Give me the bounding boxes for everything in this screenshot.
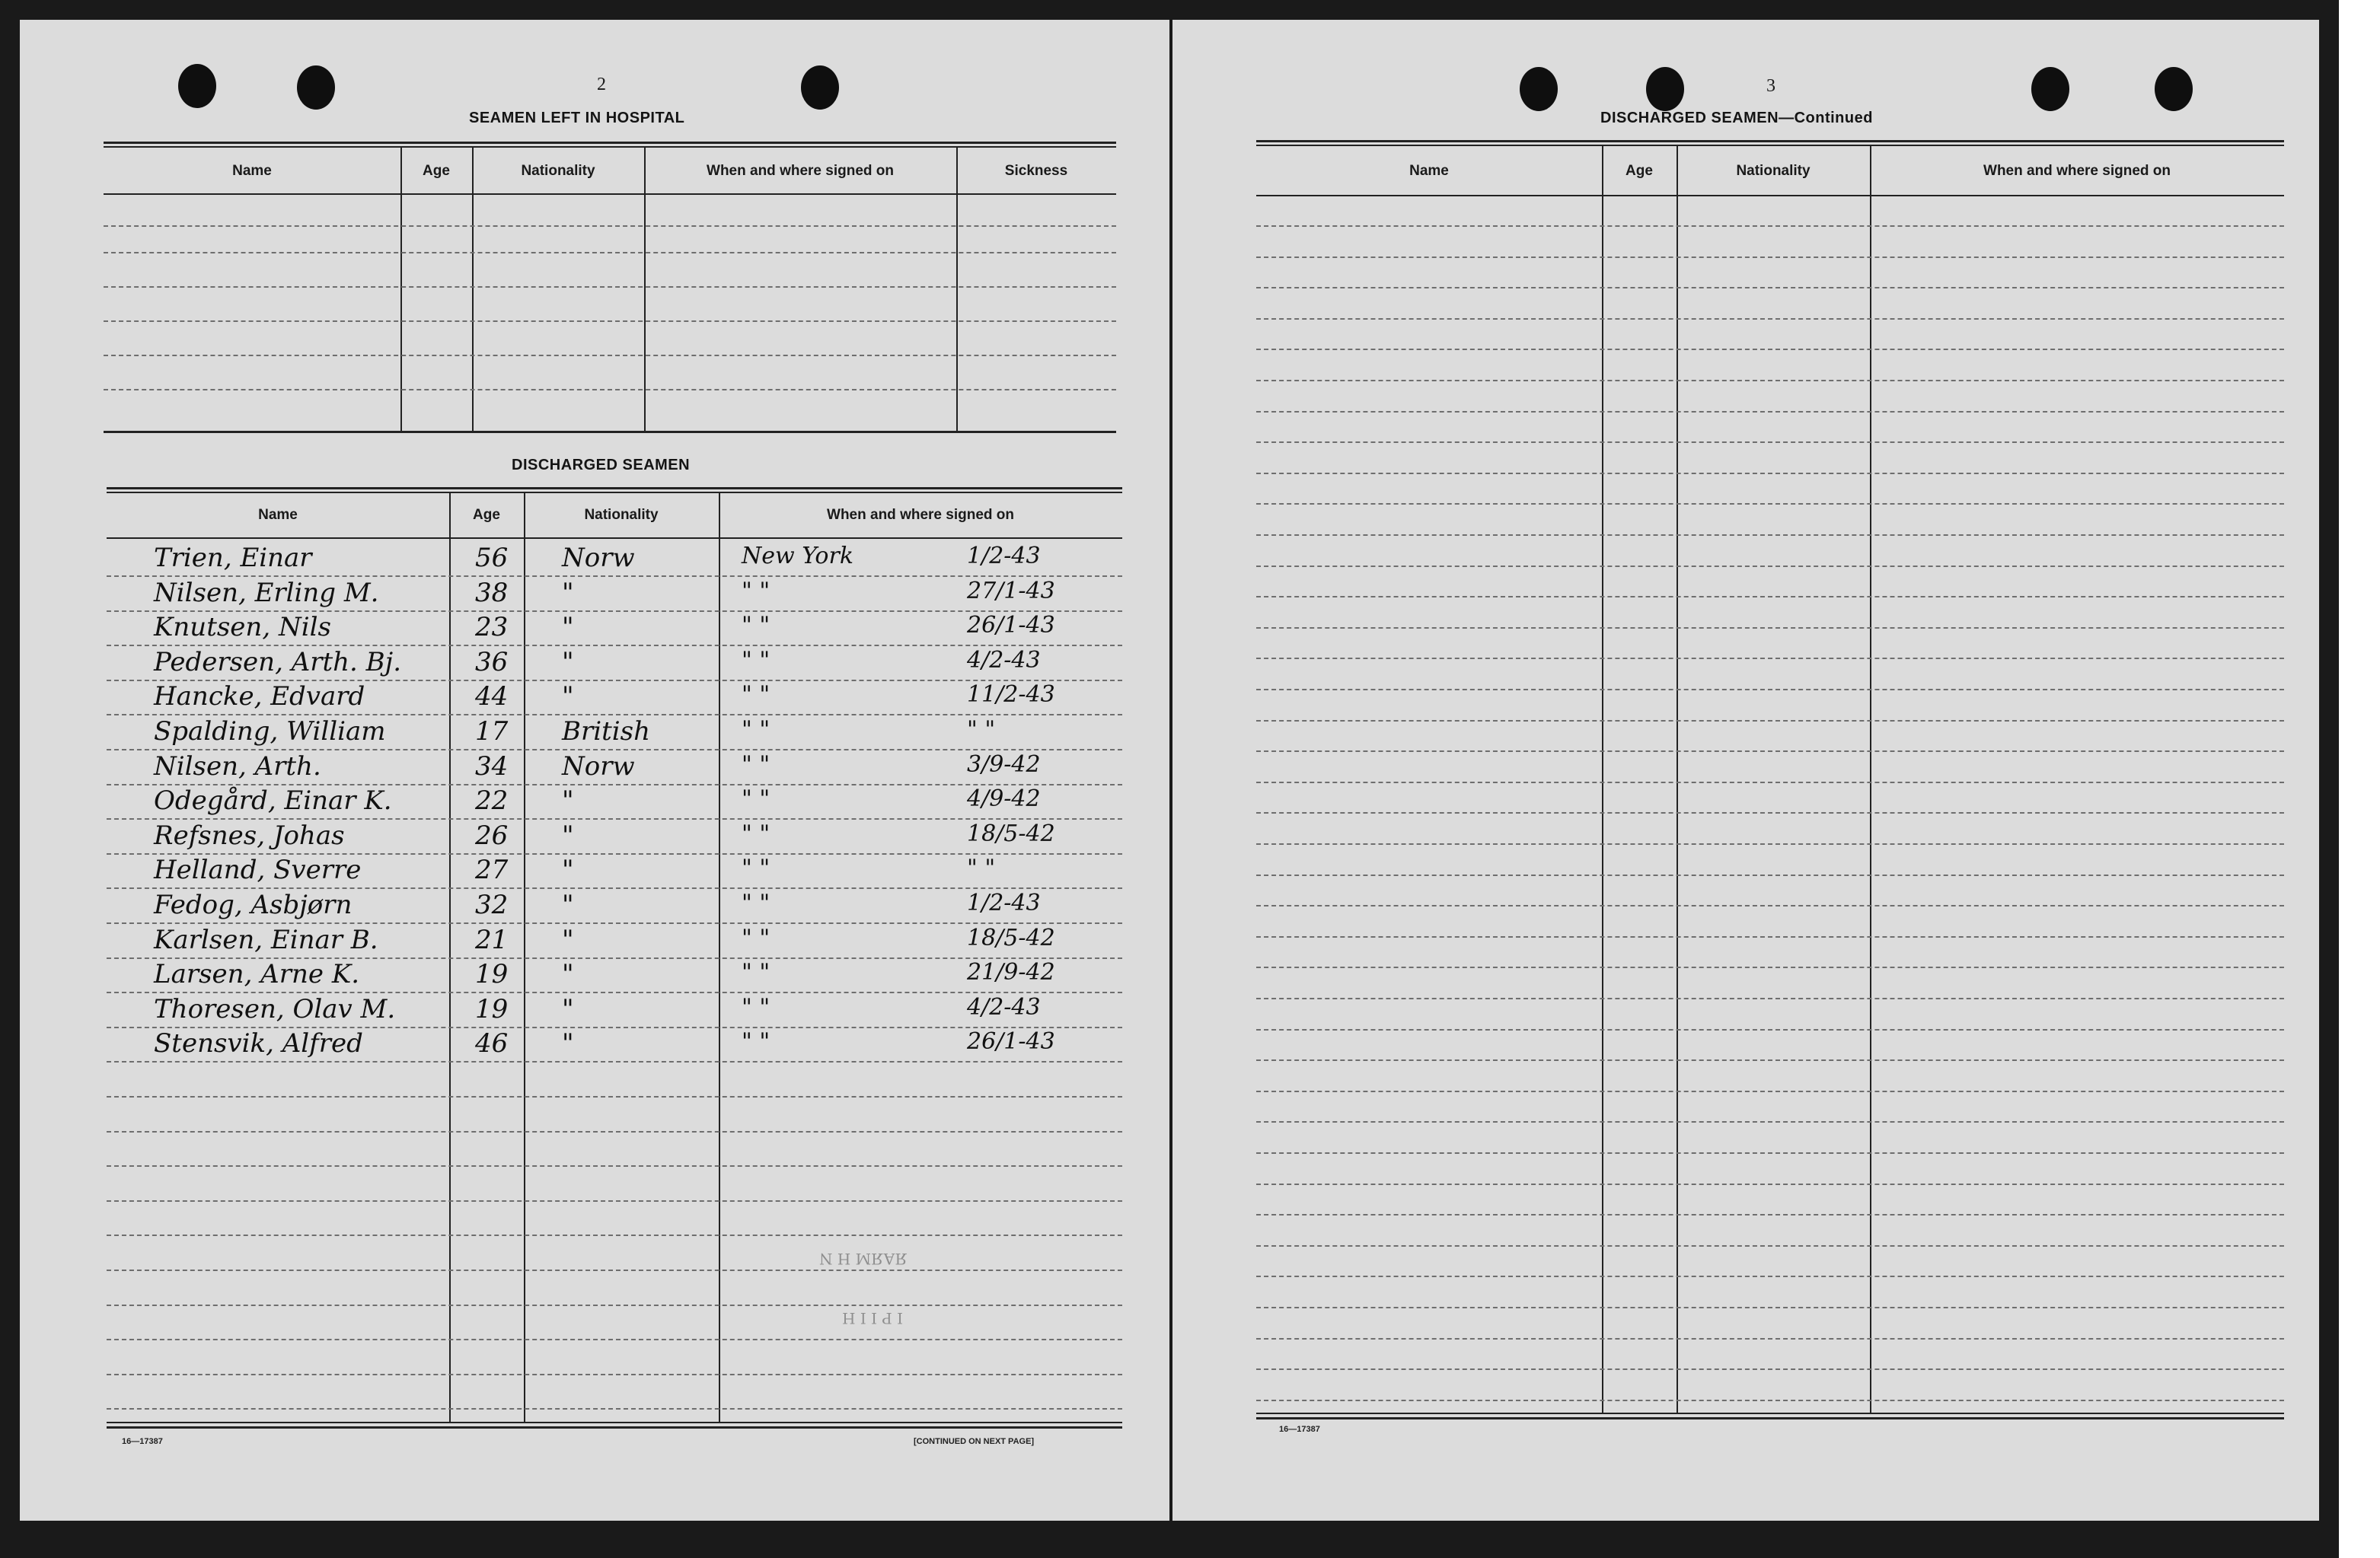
- title-suffix: —Continued: [1779, 110, 1873, 126]
- column-header-nationality: Nationality: [1736, 163, 1811, 179]
- row-name: Fedog, Asbjørn: [154, 890, 353, 920]
- row-signed-on-date: 1/2-43: [967, 543, 1041, 569]
- right-section-title: [1600, 110, 1873, 127]
- column-header-age: Age: [473, 507, 500, 523]
- row-age: 22: [475, 785, 509, 816]
- row-signed-on-place: " ": [742, 647, 770, 674]
- row-signed-on-place: " ": [742, 994, 770, 1021]
- row-age: 27: [475, 855, 509, 885]
- hospital-section-title: SEAMEN LEFT IN HOSPITAL: [469, 110, 685, 126]
- row-nationality: ": [562, 925, 574, 955]
- punch-hole: [1646, 67, 1684, 111]
- row-signed-on-date: 3/9-42: [967, 751, 1041, 778]
- row-signed-on-place: " ": [742, 681, 770, 708]
- row-nationality: ": [562, 785, 574, 816]
- row-age: 36: [475, 647, 509, 677]
- row-age: 34: [475, 751, 509, 782]
- row-name: Stensvik, Alfred: [154, 1028, 363, 1059]
- row-nationality: ": [562, 994, 574, 1024]
- row-name: Hancke, Edvard: [154, 681, 365, 712]
- row-age: 46: [475, 1028, 509, 1059]
- row-nationality: Norw: [562, 543, 635, 573]
- row-signed-on-date: 26/1-43: [967, 1028, 1055, 1055]
- column-header-signed-on: When and where signed on: [827, 507, 1014, 523]
- row-nationality: ": [562, 681, 574, 712]
- column-header-signed-on: When and where signed on: [707, 163, 894, 179]
- row-nationality: Norw: [562, 751, 635, 782]
- row-name: Helland, Sverre: [154, 855, 362, 885]
- row-age: 26: [475, 820, 509, 851]
- row-age: 44: [475, 681, 509, 712]
- column-header-name: Name: [1409, 163, 1449, 179]
- column-header-nationality: Nationality: [584, 507, 659, 523]
- page-number: 3: [1766, 76, 1775, 96]
- row-signed-on-date: 18/5-42: [967, 925, 1055, 951]
- row-signed-on-date: " ": [967, 716, 996, 743]
- row-signed-on-date: 11/2-43: [967, 681, 1055, 708]
- row-signed-on-place: " ": [742, 959, 770, 986]
- faded-stamp: ЯАЯМ Η Ν: [819, 1250, 908, 1268]
- punch-hole: [2031, 67, 2069, 111]
- row-name: Pedersen, Arth. Bj.: [154, 647, 402, 677]
- row-signed-on-date: 18/5-42: [967, 820, 1055, 847]
- column-header-nationality: Nationality: [521, 163, 595, 179]
- row-signed-on-place: " ": [742, 785, 770, 812]
- column-header-sickness: Sickness: [1004, 163, 1068, 179]
- row-name: Nilsen, Erling M.: [154, 578, 379, 608]
- row-nationality: ": [562, 959, 574, 989]
- row-age: 17: [475, 716, 509, 747]
- column-header-name: Name: [258, 507, 298, 523]
- row-age: 21: [475, 925, 509, 955]
- row-name: Trien, Einar: [154, 543, 312, 573]
- left-page: [20, 20, 1169, 1521]
- row-signed-on-date: 4/9-42: [967, 785, 1041, 812]
- punch-hole: [2155, 67, 2193, 111]
- row-name: Spalding, William: [154, 716, 386, 747]
- row-nationality: British: [562, 716, 650, 747]
- title-main: DISCHARGED SEAMEN: [1600, 110, 1779, 126]
- punch-hole: [1520, 67, 1558, 111]
- row-nationality: ": [562, 612, 574, 642]
- row-signed-on-place: " ": [742, 612, 770, 639]
- row-age: 19: [475, 994, 509, 1024]
- row-signed-on-date: 26/1-43: [967, 612, 1055, 639]
- row-nationality: ": [562, 1028, 574, 1059]
- row-name: Refsnes, Johas: [154, 820, 345, 851]
- row-signed-on-place: " ": [742, 751, 770, 778]
- row-nationality: ": [562, 855, 574, 885]
- row-signed-on-date: 1/2-43: [967, 890, 1041, 916]
- row-signed-on-place: " ": [742, 716, 770, 743]
- page-number: 2: [597, 75, 606, 94]
- row-name: Karlsen, Einar B.: [154, 925, 378, 955]
- row-signed-on-date: 27/1-43: [967, 578, 1055, 604]
- row-nationality: ": [562, 820, 574, 851]
- right-page: [1172, 20, 2319, 1521]
- row-signed-on-place: " ": [742, 578, 770, 604]
- column-header-name: Name: [232, 163, 272, 179]
- row-signed-on-place: " ": [742, 820, 770, 847]
- row-name: Nilsen, Arth.: [154, 751, 321, 782]
- row-signed-on-place: " ": [742, 925, 770, 951]
- row-age: 19: [475, 959, 509, 989]
- column-header-signed-on: When and where signed on: [1983, 163, 2171, 179]
- row-signed-on-place: " ": [742, 890, 770, 916]
- row-age: 56: [475, 543, 509, 573]
- row-signed-on-place: " ": [742, 1028, 770, 1055]
- punch-hole: [178, 64, 216, 108]
- row-signed-on-date: 21/9-42: [967, 959, 1055, 986]
- row-name: Knutsen, Nils: [154, 612, 331, 642]
- row-signed-on-date: 4/2-43: [967, 647, 1041, 674]
- continued-note: [CONTINUED ON NEXT PAGE]: [914, 1437, 1035, 1446]
- row-age: 38: [475, 578, 509, 608]
- row-name: Thoresen, Olav M.: [154, 994, 396, 1024]
- row-name: Odegård, Einar K.: [154, 785, 392, 816]
- row-name: Larsen, Arne K.: [154, 959, 360, 989]
- row-nationality: ": [562, 578, 574, 608]
- row-signed-on-place: New York: [742, 543, 853, 569]
- row-signed-on-date: 4/2-43: [967, 994, 1041, 1021]
- row-nationality: ": [562, 647, 574, 677]
- form-number: 16—17387: [122, 1437, 163, 1446]
- column-header-age: Age: [423, 163, 450, 179]
- row-age: 23: [475, 612, 509, 642]
- faded-stamp: Ι Ρ Ι Ι Η: [842, 1309, 904, 1327]
- discharged-section-title: DISCHARGED SEAMEN: [512, 457, 691, 473]
- punch-hole: [297, 65, 335, 110]
- form-number: 16—17387: [1279, 1425, 1320, 1434]
- row-age: 32: [475, 890, 509, 920]
- punch-hole: [801, 65, 839, 110]
- row-signed-on-place: " ": [742, 855, 770, 881]
- row-signed-on-date: " ": [967, 855, 996, 881]
- row-nationality: ": [562, 890, 574, 920]
- column-header-age: Age: [1625, 163, 1653, 179]
